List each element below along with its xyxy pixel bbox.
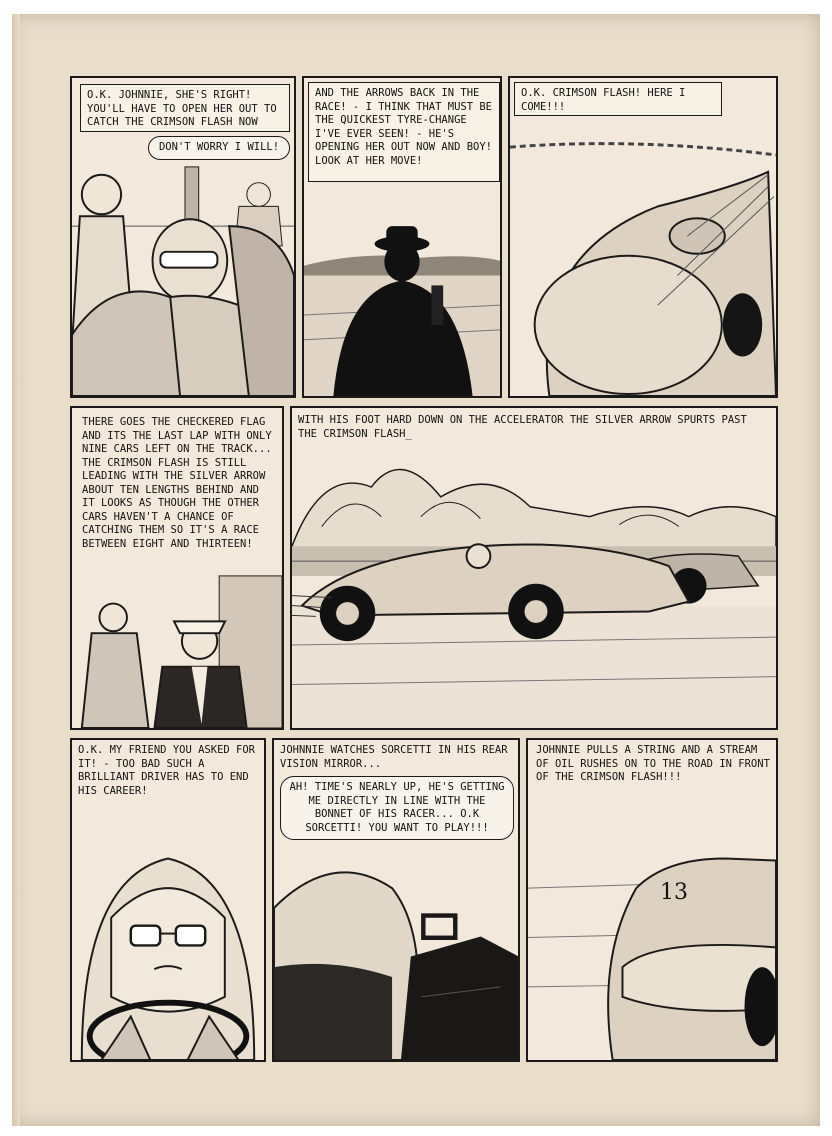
- panel-2: [302, 76, 502, 398]
- panel-2-caption: AND THE ARROWS BACK IN THE RACE! - I THINK THAT MUST BE THE QUICKEST TYRE-CHANGE I'VE EVER SEEN! - HE'S OPENING HER OUT NOW AND BOY! LOOK AT HER MOVE!: [308, 82, 500, 182]
- panel-1-caption: O.K. JOHNNIE, SHE'S RIGHT! YOU'LL HAVE TO OPEN HER OUT TO CATCH THE CRIMSON FLASH NOW: [80, 84, 290, 132]
- panel-1: [70, 76, 296, 398]
- panel-4: [70, 406, 284, 730]
- panel-5-art: [292, 408, 776, 728]
- panel-8-car-number: 13: [660, 880, 688, 905]
- panel-6-caption: O.K. MY FRIEND YOU ASKED FOR IT! - TOO BAD SUCH A BRILLIANT DRIVER HAS TO END HIS CAREER!: [78, 744, 256, 797]
- panel-5: [290, 406, 778, 730]
- panel-1-speech-bubble: DON'T WORRY I WILL!: [148, 136, 290, 160]
- page-edge: [12, 14, 20, 1126]
- panel-8-caption: JOHNNIE PULLS A STRING AND A STREAM OF OIL RUSHES ON TO THE ROAD IN FRONT OF THE CRIMSON FLASH!!!: [536, 744, 770, 783]
- panel-7-speech-bubble: AH! TIME'S NEARLY UP, HE'S GETTING ME DIRECTLY IN LINE WITH THE BONNET OF HIS RACER... O.K SORCETTI! YOU WANT TO PLAY!!!: [280, 776, 514, 840]
- panel-7-caption: JOHNNIE WATCHES SORCETTI IN HIS REAR VISION MIRROR...: [280, 744, 508, 770]
- panel-7: [272, 738, 520, 1062]
- panel-3-art: [510, 78, 776, 396]
- panel-8: [526, 738, 778, 1062]
- panel-3: [508, 76, 778, 398]
- panel-3-caption: O.K. CRIMSON FLASH! HERE I COME!!!: [514, 82, 722, 116]
- panel-4-caption: THERE GOES THE CHECKERED FLAG AND ITS THE LAST LAP WITH ONLY NINE CARS LEFT ON THE TRACK... THE CRIMSON FLASH IS STILL LEADING WITH THE SILVER ARROW ABOUT TEN LENGTHS BEHIND AND IT LOOKS AS THOUGH THE OTHER CARS HAVEN'T A CHANCE OF CATCHING THEM SO IT'S A RACE BETWEEN EIGHT AND THIRTEEN!: [82, 416, 272, 550]
- panel-6: [70, 738, 266, 1062]
- panel-5-caption: WITH HIS FOOT HARD DOWN ON THE ACCELERATOR THE SILVER ARROW SPURTS PAST THE CRIMSON FLASH_: [298, 414, 747, 440]
